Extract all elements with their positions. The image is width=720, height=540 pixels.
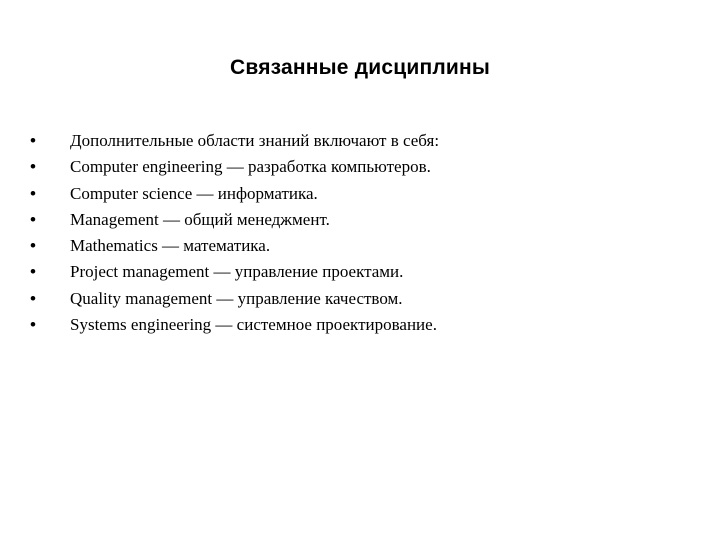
bullet-icon: • [30, 209, 36, 229]
bullet-icon: • [30, 236, 36, 256]
list-item-text: Дополнительные области знаний включают в себя: [70, 131, 440, 150]
bullet-list [30, 128, 690, 338]
list-item-text: Computer engineering — разработка компьютеров. [70, 157, 431, 177]
list-item [30, 259, 690, 285]
list-item [30, 128, 690, 154]
list-item-text: Computer science — информатика. [70, 183, 318, 203]
list-item [30, 207, 690, 233]
bullet-icon: • [30, 131, 36, 150]
list-item-text: Project management — управление проектами. [70, 262, 404, 282]
list-item-text: Systems engineering — системное проектирование. [70, 315, 437, 335]
list-item [30, 154, 690, 180]
bullet-icon: • [30, 288, 36, 308]
bullet-icon: • [30, 183, 36, 203]
bullet-icon: • [30, 315, 36, 335]
list-item-text: Quality management — управление качеством. [70, 288, 403, 308]
slide-title: Связанные дисциплины [230, 56, 490, 79]
list-item-text: Mathematics — математика. [70, 236, 271, 256]
bullet-icon: • [30, 157, 36, 177]
list-item [30, 181, 690, 207]
list-item [30, 233, 690, 259]
list-item [30, 286, 690, 312]
list-item-text: Management — общий менеджмент. [70, 209, 330, 229]
list-item [30, 312, 690, 338]
bullet-icon: • [30, 262, 36, 282]
